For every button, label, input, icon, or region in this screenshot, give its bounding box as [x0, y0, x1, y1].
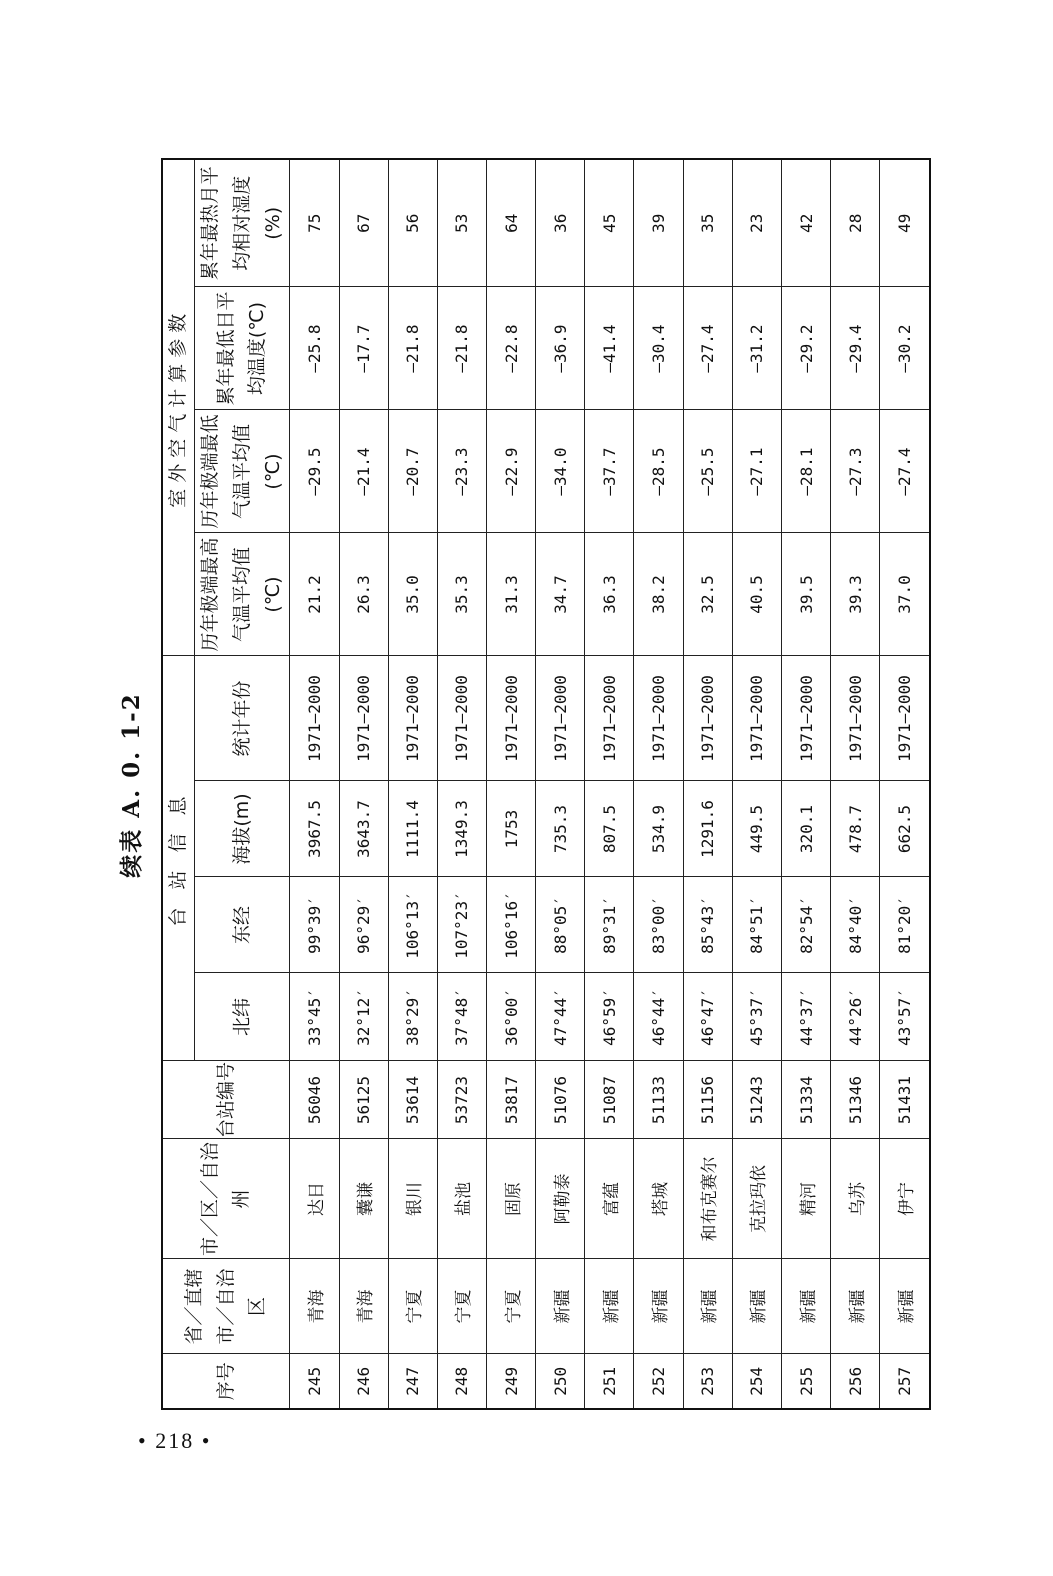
cell-alt: 735.3 [536, 781, 585, 877]
cell-max-temp: 38.2 [634, 533, 683, 656]
header-years: 统计年份 [195, 656, 290, 781]
cell-seq: 255 [781, 1354, 830, 1409]
cell-humidity: 35 [683, 159, 732, 287]
cell-lat: 44°26′ [831, 973, 880, 1061]
cell-lon: 96°29′ [339, 877, 388, 973]
cell-min-daily: —29.2 [781, 287, 830, 410]
cell-station-id: 56125 [339, 1061, 388, 1139]
cell-years: 1971—2000 [437, 656, 486, 781]
cell-station-id: 56046 [290, 1061, 339, 1139]
cell-max-temp: 34.7 [536, 533, 585, 656]
cell-min-temp: —21.4 [339, 410, 388, 533]
header-alt: 海拔(m) [195, 781, 290, 877]
cell-years: 1971—2000 [880, 656, 930, 781]
cell-min-daily: —36.9 [536, 287, 585, 410]
table-row [585, 159, 634, 1409]
cell-province: 新疆 [536, 1259, 585, 1354]
cell-years: 1971—2000 [634, 656, 683, 781]
table-row [831, 159, 880, 1409]
cell-seq: 253 [683, 1354, 732, 1409]
cell-min-daily: —41.4 [585, 287, 634, 410]
cell-lon: 85°43′ [683, 877, 732, 973]
cell-lon: 88°05′ [536, 877, 585, 973]
cell-alt: 320.1 [781, 781, 830, 877]
cell-seq: 252 [634, 1354, 683, 1409]
cell-alt: 662.5 [880, 781, 930, 877]
cell-lat: 45°37′ [732, 973, 781, 1061]
cell-alt: 534.9 [634, 781, 683, 877]
cell-city: 乌苏 [831, 1139, 880, 1259]
cell-humidity: 39 [634, 159, 683, 287]
table-row [339, 159, 388, 1409]
cell-lat: 37°48′ [437, 973, 486, 1061]
cell-lon: 89°31′ [585, 877, 634, 973]
cell-min-temp: —25.5 [683, 410, 732, 533]
cell-city: 伊宁 [880, 1139, 930, 1259]
cell-station-id: 51334 [781, 1061, 830, 1139]
cell-province: 新疆 [732, 1259, 781, 1354]
cell-lon: 106°13′ [388, 877, 437, 973]
cell-years: 1971—2000 [388, 656, 437, 781]
cell-city: 精河 [781, 1139, 830, 1259]
cell-station-id: 51076 [536, 1061, 585, 1139]
cell-humidity: 36 [536, 159, 585, 287]
cell-min-temp: —28.5 [634, 410, 683, 533]
cell-seq: 246 [339, 1354, 388, 1409]
cell-station-id: 51087 [585, 1061, 634, 1139]
cell-station-id: 51156 [683, 1061, 732, 1139]
cell-city: 富蕴 [585, 1139, 634, 1259]
cell-years: 1971—2000 [781, 656, 830, 781]
cell-min-temp: —34.0 [536, 410, 585, 533]
cell-lon: 107°23′ [437, 877, 486, 973]
cell-lat: 32°12′ [339, 973, 388, 1061]
cell-station-id: 53817 [487, 1061, 536, 1139]
header-min-temp: 历年极端最低气温平均值(℃) [195, 410, 290, 533]
rotated-table-area [118, 160, 931, 1410]
table-row [437, 159, 486, 1409]
header-seq: 序号 [162, 1354, 290, 1409]
cell-alt: 478.7 [831, 781, 880, 877]
table-row [880, 159, 930, 1409]
cell-province: 青海 [290, 1259, 339, 1354]
cell-station-id: 51431 [880, 1061, 930, 1139]
cell-province: 新疆 [880, 1259, 930, 1354]
cell-city: 固原 [487, 1139, 536, 1259]
table-row [781, 159, 830, 1409]
cell-seq: 249 [487, 1354, 536, 1409]
cell-seq: 257 [880, 1354, 930, 1409]
cell-station-id: 51243 [732, 1061, 781, 1139]
cell-min-daily: —31.2 [732, 287, 781, 410]
cell-max-temp: 31.3 [487, 533, 536, 656]
cell-city: 塔城 [634, 1139, 683, 1259]
cell-max-temp: 39.3 [831, 533, 880, 656]
cell-alt: 3967.5 [290, 781, 339, 877]
cell-seq: 248 [437, 1354, 486, 1409]
cell-alt: 1753 [487, 781, 536, 877]
cell-years: 1971—2000 [290, 656, 339, 781]
cell-min-temp: —27.1 [732, 410, 781, 533]
cell-min-temp: —37.7 [585, 410, 634, 533]
cell-seq: 251 [585, 1354, 634, 1409]
cell-min-temp: —27.3 [831, 410, 880, 533]
cell-alt: 1291.6 [683, 781, 732, 877]
cell-province: 宁夏 [487, 1259, 536, 1354]
table-row [732, 159, 781, 1409]
cell-station-id: 51346 [831, 1061, 880, 1139]
cell-province: 宁夏 [388, 1259, 437, 1354]
table-body [290, 159, 930, 1409]
cell-lat: 47°44′ [536, 973, 585, 1061]
header-station-id: 台站编号 [162, 1061, 290, 1139]
cell-humidity: 56 [388, 159, 437, 287]
cell-min-temp: —29.5 [290, 410, 339, 533]
cell-min-daily: —22.8 [487, 287, 536, 410]
climate-station-table [161, 158, 931, 1410]
cell-city: 达日 [290, 1139, 339, 1259]
cell-lon: 106°16′ [487, 877, 536, 973]
table-row [388, 159, 437, 1409]
cell-alt: 1111.4 [388, 781, 437, 877]
cell-lat: 38°29′ [388, 973, 437, 1061]
header-max-temp: 历年极端最高气温平均值(℃) [195, 533, 290, 656]
cell-province: 宁夏 [437, 1259, 486, 1354]
cell-seq: 256 [831, 1354, 880, 1409]
cell-max-temp: 26.3 [339, 533, 388, 656]
cell-seq: 247 [388, 1354, 437, 1409]
cell-years: 1971—2000 [683, 656, 732, 781]
header-row-group [162, 159, 195, 1409]
table-row [634, 159, 683, 1409]
cell-max-temp: 39.5 [781, 533, 830, 656]
cell-min-temp: —22.9 [487, 410, 536, 533]
cell-alt: 807.5 [585, 781, 634, 877]
cell-min-temp: —27.4 [880, 410, 930, 533]
cell-lon: 83°00′ [634, 877, 683, 973]
cell-lon: 84°40′ [831, 877, 880, 973]
cell-humidity: 67 [339, 159, 388, 287]
cell-lon: 81°20′ [880, 877, 930, 973]
cell-years: 1971—2000 [339, 656, 388, 781]
header-city: 市／区／自治州 [162, 1139, 290, 1259]
cell-humidity: 45 [585, 159, 634, 287]
cell-seq: 254 [732, 1354, 781, 1409]
header-humidity: 累年最热月平均相对湿度(%) [195, 159, 290, 287]
cell-max-temp: 35.0 [388, 533, 437, 656]
cell-max-temp: 35.3 [437, 533, 486, 656]
cell-min-daily: —25.8 [290, 287, 339, 410]
cell-station-id: 53723 [437, 1061, 486, 1139]
table-row [290, 159, 339, 1409]
table-row [536, 159, 585, 1409]
header-lat: 北纬 [195, 973, 290, 1061]
cell-lat: 36°00′ [487, 973, 536, 1061]
cell-min-temp: —23.3 [437, 410, 486, 533]
cell-city: 银川 [388, 1139, 437, 1259]
cell-lat: 43°57′ [880, 973, 930, 1061]
table-row [683, 159, 732, 1409]
cell-lat: 44°37′ [781, 973, 830, 1061]
cell-alt: 1349.3 [437, 781, 486, 877]
table-row [487, 159, 536, 1409]
cell-min-daily: —21.8 [437, 287, 486, 410]
cell-seq: 250 [536, 1354, 585, 1409]
cell-province: 新疆 [585, 1259, 634, 1354]
cell-humidity: 42 [781, 159, 830, 287]
cell-years: 1971—2000 [831, 656, 880, 781]
cell-province: 新疆 [634, 1259, 683, 1354]
header-climate-params: 室外空气计算参数 [162, 159, 195, 656]
cell-lon: 99°39′ [290, 877, 339, 973]
header-lon: 东经 [195, 877, 290, 973]
cell-humidity: 53 [437, 159, 486, 287]
cell-lon: 84°51′ [732, 877, 781, 973]
cell-max-temp: 36.3 [585, 533, 634, 656]
cell-lat: 46°59′ [585, 973, 634, 1061]
cell-humidity: 49 [880, 159, 930, 287]
cell-station-id: 51133 [634, 1061, 683, 1139]
cell-min-daily: —30.4 [634, 287, 683, 410]
header-station-info: 台 站 信 息 [162, 656, 195, 1061]
cell-city: 盐池 [437, 1139, 486, 1259]
cell-seq: 245 [290, 1354, 339, 1409]
cell-province: 青海 [339, 1259, 388, 1354]
cell-max-temp: 37.0 [880, 533, 930, 656]
page-number: • 218 • [138, 1428, 212, 1453]
cell-province: 新疆 [781, 1259, 830, 1354]
cell-province: 新疆 [683, 1259, 732, 1354]
cell-lat: 46°47′ [683, 973, 732, 1061]
cell-province: 新疆 [831, 1259, 880, 1354]
header-min-daily: 累年最低日平均温度(℃) [195, 287, 290, 410]
cell-years: 1971—2000 [585, 656, 634, 781]
cell-min-daily: —17.7 [339, 287, 388, 410]
cell-humidity: 75 [290, 159, 339, 287]
cell-max-temp: 32.5 [683, 533, 732, 656]
cell-station-id: 53614 [388, 1061, 437, 1139]
table-title: 续表 A. 0. 1-2 [118, 692, 145, 878]
cell-years: 1971—2000 [487, 656, 536, 781]
cell-humidity: 23 [732, 159, 781, 287]
cell-min-temp: —28.1 [781, 410, 830, 533]
cell-humidity: 28 [831, 159, 880, 287]
cell-min-daily: —29.4 [831, 287, 880, 410]
cell-city: 阿勒泰 [536, 1139, 585, 1259]
cell-city: 和布克赛尔 [683, 1139, 732, 1259]
cell-lat: 33°45′ [290, 973, 339, 1061]
cell-min-daily: —27.4 [683, 287, 732, 410]
cell-years: 1971—2000 [536, 656, 585, 781]
header-province: 省／直辖市／自治区 [162, 1259, 290, 1354]
cell-max-temp: 40.5 [732, 533, 781, 656]
cell-city: 囊谦 [339, 1139, 388, 1259]
cell-lon: 82°54′ [781, 877, 830, 973]
cell-max-temp: 21.2 [290, 533, 339, 656]
cell-humidity: 64 [487, 159, 536, 287]
cell-min-temp: —20.7 [388, 410, 437, 533]
cell-min-daily: —21.8 [388, 287, 437, 410]
cell-lat: 46°44′ [634, 973, 683, 1061]
cell-city: 克拉玛依 [732, 1139, 781, 1259]
cell-min-daily: —30.2 [880, 287, 930, 410]
cell-alt: 449.5 [732, 781, 781, 877]
cell-alt: 3643.7 [339, 781, 388, 877]
cell-years: 1971—2000 [732, 656, 781, 781]
